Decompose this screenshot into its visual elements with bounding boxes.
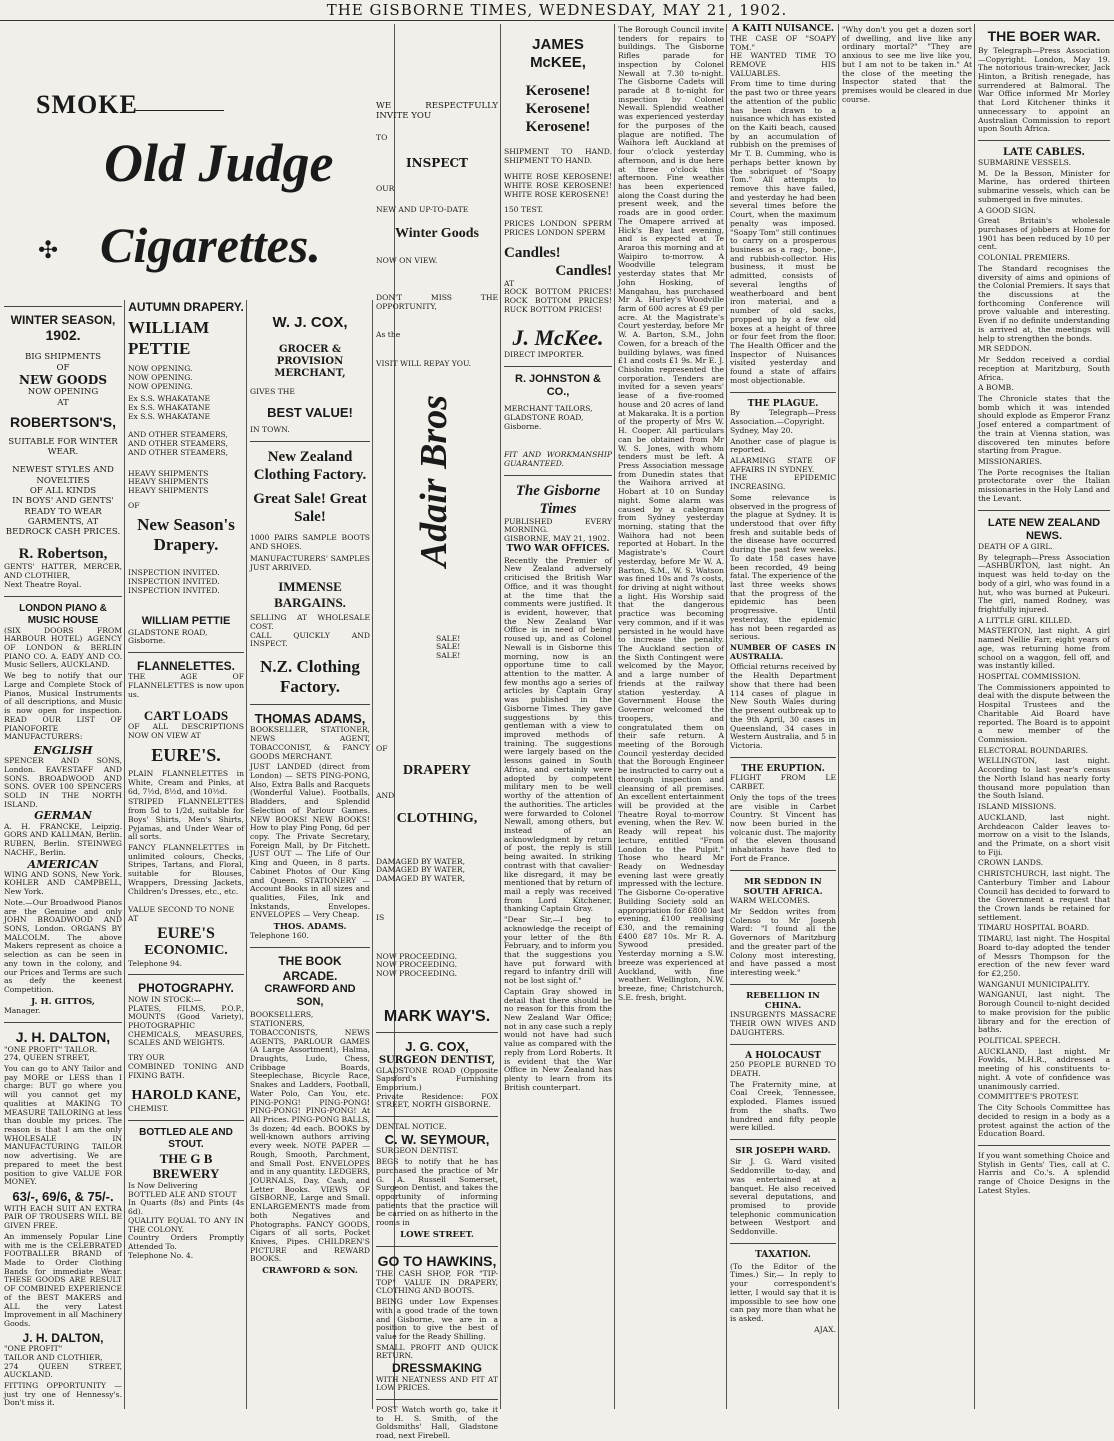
- piano-signature: J. H. GITTOS,: [31, 996, 95, 1007]
- pettie-addr: GLADSTONE ROAD,: [128, 627, 208, 637]
- crawford-head: THE BOOK ARCADE.: [278, 954, 342, 983]
- eure-line: THE AGE OF FLANNELETTES is now upon us.: [128, 672, 244, 699]
- pettie-line: NOW OPENING.: [128, 372, 193, 382]
- mckee-line: 150 TEST.: [504, 204, 544, 214]
- killed-head: A LITTLE GIRL KILLED.: [978, 615, 1072, 625]
- crawford-name: CRAWFORD AND SON,: [264, 982, 356, 1009]
- piano-title: LONDON PIANO & MUSIC HOUSE: [19, 602, 107, 626]
- ward-text: Sir J. G. Ward visited Seddonville to-day, and was entertained at a banquet. He also received several deputations, and promised to provide telephonic communication between Westport and Seddonville.: [730, 1157, 836, 1237]
- kerosene-3: Kerosene!: [525, 119, 591, 135]
- times-head: TWO WAR OFFICES.: [506, 543, 610, 554]
- plague-text: Another case of plague is reported.: [730, 436, 836, 455]
- dental-notice: DENTAL NOTICE.: [376, 1122, 447, 1132]
- adair-line: Winter Goods: [395, 226, 479, 242]
- column-9: [978, 24, 1110, 1409]
- photo-bottled: BOTTLED ALE AND STOUT.: [139, 1126, 233, 1150]
- robertsons-name: ROBERTSON'S,: [9, 413, 116, 430]
- eure-line: CART LOADS: [143, 707, 229, 723]
- boer-war-head: THE BOER WAR.: [987, 28, 1101, 44]
- goodsign-text: Great Britain's wholesale purchases of jobbers at Home for 1901 has been reduced by 10 per cent.: [978, 216, 1110, 252]
- winter-line: BIG SHIPMENTS: [24, 352, 102, 363]
- johnston-fit: FIT AND WORKMANSHIP GUARANTEED.: [504, 450, 612, 468]
- warm-head: WARM WELCOMES.: [730, 896, 810, 906]
- china-head: REBELLION IN CHINA.: [746, 990, 820, 1012]
- jgcox-name: J. G. COX,: [405, 1038, 469, 1054]
- adair-line: DON'T MISS THE OPPORTUNITY,: [376, 292, 498, 311]
- kerosene-1: Kerosene!: [525, 83, 591, 99]
- pettie-line: Ex S.S. WHAKATANE: [128, 411, 211, 421]
- adams-desc: BOOKSELLER, STATIONER, NEWS AGENT, TOBACCONIST, & FANCY GOODS MERCHANT.: [250, 725, 370, 761]
- winter-year: 1902.: [45, 327, 81, 344]
- column-5: [504, 24, 612, 1409]
- crown-head: CROWN LANDS.: [978, 858, 1044, 868]
- mckee-line: DIRECT IMPORTER.: [504, 350, 585, 360]
- masthead: [0, 0, 1114, 21]
- winter-line: SUITABLE FOR WINTER WEAR.: [8, 436, 118, 457]
- ward-head: SIR JOSEPH WARD.: [735, 1146, 831, 1157]
- kaiti-sub2: HE WANTED TIME TO REMOVE HIS VALUABLES.: [730, 51, 836, 78]
- goodsign-head: A GOOD SIGN.: [978, 205, 1036, 215]
- robertson-signature: R. Robertson,: [18, 546, 108, 563]
- photo-line: NOW IN STOCK:—: [128, 994, 202, 1004]
- photo-line: TRY OUR: [128, 1053, 165, 1063]
- kaiti-body: From time to time during the past two or three years the attention of the public has been drawn to a nuisance which has existed on the Kaiti beach, caused by an accumulation of rubbish on the premises of Mr T. B. Cumming, who is perhaps better known by the sobriquet of "Soapy Tom." All attempts to remove this have failed, and yesterday he had been several times before the Court, when the maximum penalty was imposed. "Soapy Tom" still continues to carry on a prosperous business as a rag-, bone-, and rubbish-collector. His business, it must be admitted, consists of several lengths of weatherboard and bent iron material, and a number of old sacks, propped up by a few old boxes at a height of three or four feet from the floor. The Health Officer and the Inspector of Nuisances visited yesterday and found a state of affairs most objectionable.: [730, 79, 836, 385]
- protest-text: The City Schools Committee has decided to resign in a body as a protest against the action of the Education Board.: [978, 1103, 1110, 1139]
- piano-note: Note.—Our Broadwood Pianos are the Genuine and only JOHN BROADWOOD AND SONS, London. ORGANS BY MALCOLM. The above Makers represent as choice a selection as can be seen in any town in the colony, and our Prices and Terms are such as defy the keenest Competition.: [4, 897, 122, 995]
- piano-heading: ENGLISH: [33, 743, 93, 757]
- holocaust-head: A HOLOCAUST: [745, 1050, 821, 1061]
- eure-line: ECONOMIC.: [144, 942, 228, 958]
- winter-line: OF: [56, 362, 70, 373]
- eure-line: PLAIN FLANNELETTES in White, Cream and Pinks, at 6d, 7½d, 8½d, and 10½d.: [128, 769, 244, 796]
- dalton-addr2: 274 QUEEN STREET, AUCKLAND.: [4, 1361, 122, 1380]
- flight-text: Only the tops of the trees are visible in Carbet Country. St Vincent has now been buried in the volcanic dust. The majority of the eleven thousand inhabitants have fled to Fort de France.: [730, 792, 836, 863]
- bomb-head: A BOMB.: [978, 383, 1014, 393]
- mckee-name: JAMES McKEE,: [530, 36, 586, 71]
- dalton-tag2: "ONE PROFIT": [4, 1344, 63, 1354]
- missionaries-head: MISSIONARIES.: [978, 456, 1043, 466]
- adair-line: INSPECT: [406, 156, 468, 171]
- seddon-text: Mr Seddon writes from Colenso to Mr Joseph Ward: "I found all the Governors of Maritzburg and the greater part of the Colony most interesting, and have passed a most interesting week.": [730, 906, 836, 978]
- killed-text: MASTERTON, last night. A girl named Nellie Farr, eight years of age, was returning home from school on a waggon, fell off, and was instantly killed.: [978, 626, 1110, 671]
- cables-head: LATE CABLES.: [1003, 146, 1085, 158]
- piano-heading: GERMAN: [34, 809, 92, 823]
- adams-tel: Telephone 160.: [250, 931, 309, 941]
- adair-line: OF: [376, 743, 388, 753]
- jgcox-priv: Private Residence: FOX STREET, NORTH GISBORNE.: [376, 1091, 498, 1110]
- pettie-line: OF: [128, 500, 140, 510]
- seddon-head: MR SEDDON.: [978, 344, 1032, 354]
- seymour-body: BEGS to notify that he has purchased the practice of Mr G. A. Russell Somerset, Surgeon Dentist, and takes the opportunity of informing patients that the practice will be carried on as hitherto in the rooms in: [376, 1157, 498, 1228]
- mckee-line: ROCK BOTTOM PRICES! ROCK BOTTOM PRICES! RUCK BOTTOM PRICES!: [504, 287, 612, 314]
- premiers-text: The Standard recognises the diversity of aims and opinions of the Colonial Premiers. It says that the discussions at the forthcoming Conference will prove valuable and interesting. Even if no definite understanding is arrived at, the meetings will help to strengthen the bonds.: [978, 263, 1110, 343]
- pettie-line: HEAVY SHIPMENTS: [128, 477, 209, 487]
- eure-name2: EURE'S: [157, 924, 215, 942]
- pettie-line: HEAVY SHIPMENTS: [128, 486, 209, 496]
- pettie-line: NOW OPENING.: [128, 364, 193, 374]
- photo-line: CHEMIST.: [128, 1104, 169, 1114]
- old-judge-ad: [4, 66, 396, 296]
- pettie-line: Ex S.S. WHAKATANE: [128, 394, 211, 404]
- jgcox-surgeon: SURGEON DENTIST,: [378, 1054, 496, 1066]
- column-6: [618, 24, 724, 1409]
- hawkins-body: BEING under Low Expenses with a good trade of the town and Gisborne, we are in a position to give the best of value for the Ready Shilling.: [376, 1297, 498, 1342]
- seymour-surgeon: SURGEON DENTIST.: [376, 1146, 459, 1156]
- pettie-line: Ex S.S. WHAKATANE: [128, 403, 211, 413]
- pettie-line: NOW OPENING.: [128, 381, 193, 391]
- eure-line: FANCY FLANNELETTES in unlimited colours, Checks, Stripes, Tartans, and Floral, suitable for Blouses, Wrappers, Dressing Jackets, Children's Dresses, etc., etc.: [128, 843, 244, 896]
- hawkins-head: GO TO HAWKINS,: [377, 1253, 497, 1270]
- number-text: Official returns received by the Health Department show that there had been 114 cases of plague in New South Wales during the present outbreak up to the 9th April, 30 cases in Queensland, 34 cases in Western Australia, and 5 in Victoria.: [730, 662, 836, 750]
- piano-manager: Manager.: [4, 1006, 41, 1016]
- dalton-tag3: TAILOR AND CLOTHIER,: [4, 1352, 103, 1362]
- crown-text: CHRISTCHURCH, last night. The Canterbury Timber and Labour Council has decided to forward to the Government a request that the Crown lands be retained for settlement.: [978, 869, 1110, 922]
- hawkins-dress: DRESSMAKING: [391, 1361, 482, 1376]
- cox-line: GIVES THE: [250, 387, 295, 396]
- piano-list: SPENCER AND SONS, London. EAVESTAFF AND SONS. BROADWOOD AND SONS. OVER 100 SPENCERS SOLD IN THE NORTH ISLAND.: [4, 756, 122, 809]
- harris-advert: If you want something Choice and Stylish in Gents' Ties, call at C. Harris and Co.'s. A splendid range of Choice Designs in the Latest Styles.: [978, 1150, 1110, 1195]
- kaiti-continued: "Why don't you get a dozen sort of dwelling, and live like any ordinary mortal?" "They are anxious to see me live like you, but I am not to be taken in." At the close of the meeting the Inspector stated that the premises would be cleared in due course.: [842, 25, 972, 104]
- winter-line: NEWEST STYLES AND NOVELTIES: [12, 465, 114, 486]
- pettie-line: INSPECTION INVITED.: [128, 577, 220, 587]
- photo-tel: Telephone No. 4.: [128, 1250, 194, 1260]
- late-nz-head: LATE NEW ZEALAND NEWS.: [987, 516, 1101, 542]
- cox-line: GROCER & PROVISION: [276, 344, 344, 367]
- photo-chemist: HAROLD KANE,: [131, 1088, 241, 1104]
- johnston-line: MERCHANT TAILORS,: [504, 404, 593, 414]
- adams-body: JUST LANDED (direct from London) — SETS PING-PONG, Also, Extra Balls and Racquets (Wonderful Value). Footballs, Bladders, and Splendid Selection of Parlour Games. NEW BOOKS! NEW BOOKS! How to play Ping Pong, 6d per copy. The Private Secretary, Foreign Mall, by Dr Fitchett. JUST OUT — The Life of Our King and Queen, in 8 parts. Cabinet Photos of Our King and Queen. STATIONERY — Account Books in all sizes and qualities, Files, Ink and Inkstands, Envelopes. ENVELOPES — Very Cheap.: [250, 762, 370, 920]
- epidemic-head: THE EPIDEMIC INCREASING.: [730, 473, 836, 492]
- bomb-text: The Chronicle states that the bomb which it was intended should explode as Emperor Franz Josef entered a compartment of the train at Vienna station, was discovered ten minutes before starting from Prague.: [978, 393, 1110, 456]
- dalton-foot: FITTING OPPORTUNITY — just try one of Hennessy's. Don't miss it.: [4, 1381, 122, 1408]
- candles-2: Candles!: [555, 262, 612, 279]
- eruption-head: THE ERUPTION.: [741, 763, 825, 774]
- nzcf-title: New Zealand Clothing Factory.: [253, 449, 367, 484]
- local-news: The Borough Council invite tenders for repairs to buildings. The Gisborne Rifles parade for inspection by Colonel Newall at 7.30 to-night. The Gisborne Cadets will parade at 8 to-night for inspection by Colonel Newall. Splendid weather was experienced yesterday for the purposes of the plague are notified. The Waihora left Auckland at four o'clock yesterday afternoon, and is due here at three o'clock this afternoon. Fine weather has been experienced along the Coast during the present week, and the roads are in good order. The Omapere arrived at Hick's Bay last evening, and is expected at Te Araroa this morning and at Waipiro to-morrow. A Woodville telegram yesterday states that Mr John Hosking, of Mangahau, has purchased Mr A. Hurley's Woodville farm of 600 acres at £9 per acre. At the Magistrate's Court yesterday, before Mr W. A. Barton, S.M., John Cowen, for a breach of the building bylaws, was fined £1 and costs £1 9s. Mr E. J. Chisholm represented the corporation. Tenders are invited for a seven years' lease of a five-roomed house and 20 acres of land at Makaraka. It is a portion of the property of Mrs W. H. Cooper. All particulars can be obtained from Mr W. S. Jones, with whom tenders must be left. A Press Association message from Dunedin states that the Waihora arrived at Hobart at 10 on Sunday night. Some alarm was caused by a cablegram from Sydney yesterday morning, stating that the Waihora had not been reported at Hobart. In the Magistrate's Court yesterday, before Mr W. A. Barton, S.M., W. S. Watson was fined 10s and 7s costs, for driving at night without a light. His Worship said that the dangerous practice was becoming very common, and if it was persisted in he would have to increase the penalty. The Auckland section of the Sixth Contingent were welcomed by the Mayor, and a large number of friends at the railway station yesterday. A Government House the Governor welcomed the troopers, and congratulated them on their safe return. A meeting of the Borough Council yesterday decided that the Borough Engineer be instructed to carry out a thorough inspection and cleansing of all premises. An excellent entertainment will be provided at the Theatre Royal to-morrow evening, when the Rev. W. Ready will repeat his lecture, entitled "From London to the Pulpit." Those who heard Mr Ready on Wednesday evening last were greatly impressed with the lecture. The Gisborne Co-operative Building Society sold an appropriation for £800 last evening, £100 realising £30, and the remaining £400 £87 10s. Mr R. A. Sywood presided. Yesterday morning a S.W. breeze was experienced at Auckland, with fine weather. Wellington, N.W. breeze, fine; Christchurch, S.E. fresh, bright.: [618, 25, 724, 1002]
- plague-by: By Telegraph—Press Association.—Copyright.: [730, 408, 836, 427]
- adair-line: OUR: [376, 183, 395, 193]
- crawford-desc: BOOKSELLERS, STATIONERS, TOBACCONISTS, NEWS AGENTS, PARLOUR GAMES (A Large Assortment), Halma, Draughts, Ludo, Chess, Cribbage Boards, Steeplechase, Bicycle Race, Snakes and Ladders, Football, Water Polo, Can You, etc. PING-PONG! PING-PONG! PING-PONG! PING-PONG! At All Prices. PING-PONG BALLS, 3s dozen; 4d each. BOOKS by well-known authors arriving every week. NOTE PAPER — Rough, Smooth, Parchment, and Small Post. ENVELOPES and in any quantity. LEDGERS, JOURNALS, Day, Cash, and Letter Books. VIEWS OF GISBORNE, Large and Small. ENLARGEMENTS made from both Negatives and Photographs. FANCY GOODS, Cigars of all sorts, Pocket Knives, Pipes. CHILDREN'S PICTURE and REWARD BOOKS.: [250, 1010, 370, 1264]
- dalton-name2: J. H. DALTON,: [22, 1330, 104, 1345]
- death-head: DEATH OF A GIRL.: [978, 541, 1053, 551]
- nzcf-line: 1000 PAIRS SAMPLE BOOTS AND SHOES.: [250, 533, 370, 551]
- island-text: AUCKLAND, last night. Archdeacon Calder leaves to-morrow on a visit to the Islands, and the Primate, on a short visit to Fiji.: [978, 812, 1110, 857]
- protest-head: COMMITTEE'S PROTEST.: [978, 1092, 1079, 1102]
- hawkins-foot: POST Watch worth go, take it to H. S. Smith, of the Goldsmiths' Hall, Gladstone road, next Firebell.: [376, 1405, 498, 1441]
- adair-line: NOW PROCEEDING.: [376, 951, 457, 961]
- column-7: [730, 24, 836, 1409]
- winter-season-title: WINTER SEASON,: [10, 313, 116, 327]
- column-8: [842, 24, 972, 1409]
- dalton-price: 63/-, 69/6, & 75/-.: [12, 1189, 114, 1205]
- dalton-name: J. H. DALTON,: [15, 1028, 111, 1045]
- nzcf-title2: N.Z. Clothing Factory.: [260, 656, 360, 697]
- death-text: By telegraph—Press Association—ASHBURTON, last night. An inquest was held to-day on the body of a girl, who was found in a hut, who was burned at Pukeuri. The girl, named Rodney, was frightfully injured.: [978, 552, 1110, 614]
- pettie-line: HEAVY SHIPMENTS: [128, 468, 209, 478]
- pettie-line: AND OTHER STEAMERS,: [128, 447, 228, 457]
- photo-line: PLATES, FILMS, P.O.P., MOUNTS (Good Variety), PHOTOGRAPHIC CHEMICALS, MEASURES, SCALES AND WEIGHTS.: [128, 1003, 244, 1048]
- jgcox-addr: GLADSTONE ROAD (Opposite Sapsford's Furnishing Emporium.): [376, 1065, 498, 1092]
- epidemic-text: Some relevance is observed in the progress of the plague at Sydney. It is understood that over fifty fresh and suitable beds of the disease have occurred during the past few weeks. To date 158 cases have been recorded, 49 being fatal. The experience of the last three weeks shows that the progress of the epidemic has been progressive. Until yesterday, the epidemic has not been regarded as serious.: [730, 492, 837, 642]
- adair-sale: SALE! SALE! SALE!: [436, 633, 461, 661]
- nzcf-line: SELLING AT WHOLESALE COST.: [250, 613, 370, 631]
- missionaries-text: The Porte recognises the Italian protectorate over the Italian missionaries in the Holy Land and the Levant.: [978, 467, 1110, 503]
- photo-line: Country Orders Promptly Attended To.: [128, 1233, 244, 1252]
- cox-line: MERCHANT,: [274, 368, 346, 379]
- adair-line: NOW ON VIEW.: [376, 256, 438, 266]
- adair-clothing: CLOTHING,: [396, 810, 478, 826]
- dalton-free: WITH EACH SUIT AN EXTRA PAIR OF TROUSERS WILL BE GIVEN FREE.: [4, 1203, 122, 1231]
- column-1: [4, 300, 122, 1408]
- times-title: The Gisborne Times: [515, 482, 601, 517]
- column-2: [128, 300, 244, 1405]
- island-head: ISLAND MISSIONS.: [978, 802, 1057, 812]
- electoral-text: WELLINGTON, last night. According to last year's census the North Island has nearly forty thousand more population than the South Island.: [978, 756, 1110, 801]
- photo-line: BOTTLED ALE AND STOUT: [128, 1189, 237, 1199]
- timaru-text: TIMARU, last night. The Hospital Board to-day adopted the tender of Messrs Thompson for the erection of the new fever ward for £2,250.: [978, 934, 1110, 979]
- pettie-town: Gisborne.: [128, 636, 166, 646]
- times-date: GISBORNE, MAY 21, 1902.: [504, 534, 610, 544]
- number-head: NUMBER OF CASES IN AUSTRALIA.: [730, 643, 836, 661]
- winter-line: BEDROCK CASH PRICES.: [5, 527, 121, 538]
- mckee-line: AT: [504, 278, 515, 288]
- boer-war-text: By Telegraph—Press Association—Copyright. London, May 19. The notorious train-wrecker, Jack Hinton, a British renegade, has surrendered at Balmoral. The War Office informed Mr Morley that Lord Kitchener thinks it unnecessary to appoint an Australian Commission to report upon South Africa.: [978, 45, 1110, 134]
- winter-line: GENTS' HATTER, MERCER, AND CLOTHIER,: [4, 562, 122, 581]
- pettie-name: WILLIAM PETTIE: [128, 318, 210, 358]
- times-pub: PUBLISHED EVERY MORNING.: [504, 516, 612, 535]
- holocaust-text: The Fraternity mine, at Coal Creek, Tennessee, exploded. Flames issued from the shafts. Two hundred and fifty people were killed.: [730, 1079, 836, 1133]
- pettie-season: New Season's Drapery.: [137, 514, 235, 554]
- adams-sig: THOS. ADAMS.: [273, 922, 347, 933]
- eure-line: OF ALL DESCRIPTIONS NOW ON VIEW AT: [128, 722, 244, 740]
- pettie-line: INSPECTION INVITED.: [128, 585, 220, 595]
- alarm-head: ALARMING STATE OF AFFAIRS IN SYDNEY.: [730, 455, 836, 474]
- hawkins-small: SMALL PROFIT AND QUICK RETURN.: [376, 1342, 498, 1361]
- electoral-head: ELECTORAL BOUNDARIES.: [978, 745, 1089, 755]
- adair-line: AND: [376, 791, 395, 801]
- eure-line: STRIPED FLANNELETTES from 5d to 1/2d, suitable for Boys' Shirts, Men's Shirts, Pyjamas, and Under Wear of all sorts.: [128, 797, 244, 842]
- kaiti-sub: THE CASE OF "SOAPY TOM.": [730, 33, 836, 52]
- hospital-text: The Commissioners appointed to deal with the dispute between the Hospital Trustees and the Charitable Aid Board have reported. The Board is to appoint a new member of the Commission.: [978, 682, 1110, 745]
- hospital-head: HOSPITAL COMMISSION.: [978, 672, 1081, 682]
- insurgents-head: INSURGENTS MASSACRE THEIR OWN WIVES AND DAUGHTERS.: [730, 1010, 836, 1037]
- eure-line: AT: [128, 914, 139, 924]
- pettie-line: AND OTHER STEAMERS,: [128, 439, 228, 449]
- mckee-line: WHITE ROSE KEROSENE! WHITE ROSE KEROSENE! WHITE ROSE KEROSENE!: [504, 172, 612, 199]
- dalton-addr: 274, QUEEN STREET,: [4, 1053, 90, 1063]
- eure-head: FLANNELETTES.: [137, 659, 235, 674]
- mckee-line: SHIPMENT TO HAND. SHIPMENT TO HAND.: [504, 147, 612, 165]
- adair-line: IS: [376, 912, 385, 922]
- photo-line: COMBINED TONING AND FIXING BATH.: [128, 1061, 244, 1080]
- mckee-line: PRICES LONDON SPERM PRICES LONDON SPERM: [504, 219, 612, 238]
- old-judge-title: Old Judge: [104, 133, 334, 193]
- cox-name: W. J. COX,: [272, 314, 348, 331]
- winter-line: READY TO WEAR GARMENTS, AT: [24, 506, 102, 527]
- piano-body: We beg to notify that our Large and Complete Stock of Pianos, Musical Instruments of all descriptions, and Music is now open for inspection. READ OUR LIST OF PIANOFORTE MANUFACTURERS:: [4, 671, 122, 742]
- dalton-body2: An immensely Popular Line with me is the CELEBRATED FOOTBALLER BRAND of Made to Order Clothing Bands for immediate Wear. THESE GOODS ARE RESULT OF COMBINED EXPERIENCE of the BEST MAKERS and ALL the very Latest Improvement in all Machinery Goods.: [4, 1231, 122, 1329]
- timaru-head: TIMARU HOSPITAL BOARD.: [978, 923, 1089, 933]
- taxation-sig: AJAX.: [814, 1324, 836, 1334]
- adams-name: THOMAS ADAMS,: [254, 710, 366, 726]
- burned-head: 250 PEOPLE BURNED TO DEATH.: [730, 1060, 836, 1079]
- dalton-tag: "ONE PROFIT" TAILOR.: [4, 1044, 98, 1054]
- column-3: [250, 300, 370, 1405]
- pettie-line: INSPECTION INVITED.: [128, 568, 220, 578]
- winter-line: OF ALL KINDS: [29, 485, 97, 496]
- johnston-name: R. JOHNSTON & CO.,: [515, 372, 601, 398]
- column-4: [376, 24, 498, 1441]
- candles-1: Candles!: [504, 244, 561, 261]
- times-body: Recently the Premier of New Zealand adversely criticised the British War Office, and it was thought at the time that the comments were justified. It is evident, however, that the New Zealand War Office is in need of being roused up, and as Colonel Newall is in Gisborne this morning, now is an opportune time to call attention to the matter. A few months ago a series of articles by Captain Gray was published in the Gisborne Times. They gave suggestions by this gentleman with a view to improved methods of training. The suggestions were largely based on the lessons gained in South Africa, and certainly were adopted by competent military men to be well worthy of the attention of the authorities. The articles were forwarded to Colonel Newall, among others, but instead of an acknowledgment by return of post, the reply is still being awaited. In striking contrast with that cavalier-like disregard, it may be mentioned that by return of mail a reply was received from Lord Kitchener, thanking Captain Gray.: [504, 555, 612, 914]
- taxation-text: (To the Editor of the Times.) Sir,— In reply to your correspondent's letter, I would say that it is impossible to see how one can pay more than what he is asked.: [730, 1261, 836, 1323]
- ornament-icon: ✣: [38, 236, 59, 264]
- adair-line: WE RESPECTFULLY INVITE YOU: [376, 101, 498, 121]
- nzcf-sale: Great Sale! Great Sale!: [253, 491, 367, 526]
- submarine-text: M. De la Besson, Minister for Marine, has ordered thirteen submarine vessels, which can be submerged in five minutes.: [978, 168, 1110, 204]
- hawkins-neat: WITH NEATNESS AND FIT AT LOW PRICES.: [376, 1374, 498, 1393]
- smoke-rule: [134, 110, 224, 111]
- adair-line: DAMAGED BY WATER,: [376, 856, 466, 866]
- eure-tel: Telephone 94.: [128, 958, 183, 968]
- hawkins-sub: THE CASH SHOP, FOR "TIP-TOP" VALUE IN DRAPERY, CLOTHING AND BOOTS.: [376, 1269, 498, 1296]
- premiers-head: COLONIAL PREMIERS.: [978, 253, 1070, 263]
- mckee-signature: J. McKee.: [512, 324, 604, 350]
- seddon-sa-head: MR SEDDON IN SOUTH AFRICA.: [743, 876, 823, 897]
- adair-bros-vertical: Adair Bros: [413, 394, 455, 567]
- pettie-line: AND OTHER STEAMERS,: [128, 430, 228, 440]
- nzcf-line: CALL QUICKLY AND INSPECT.: [250, 630, 370, 649]
- flight-head: FLIGHT FROM LE CARBET.: [730, 773, 836, 792]
- piano-list: A. H. FRANCKE, Leipzig. GORS AND KALLMAN, Berlin. RUBEN, Berlin. STEINWEG NACHF., Berlin.: [4, 821, 122, 857]
- adair-line: As the: [376, 330, 401, 340]
- johnston-line: Gisborne.: [504, 421, 542, 431]
- plague-place: Sydney, May 20.: [730, 425, 793, 435]
- wanganui-text: WANGANUI, last night. The Borough Council to-night decided to make provision for the public library and for the erection of baths.: [978, 990, 1110, 1035]
- eure-line: VALUE SECOND TO NONE: [128, 905, 235, 915]
- mark-ways: MARK WAY'S.: [383, 1007, 491, 1025]
- times-body2: Captain Gray showed in detail that there should be no reason for this from the New Zealand War Office; not in any case such a reply would not have had such value as compared with the reply from Lord Roberts. It is evident that the War Office in New Zealand has plenty to learn from its British counterpart.: [504, 986, 612, 1092]
- nzcf-line: MANUFACTURERS' SAMPLES JUST ARRIVED.: [250, 554, 370, 573]
- piano-sub: (SIX DOORS FROM HARBOUR HOTEL) AGENCY OF LONDON & BERLIN PIANO CO. A. EADY AND CO. Music Sellers, AUCKLAND.: [4, 625, 122, 670]
- pettie-name2: WILLIAM PETTIE: [141, 615, 231, 628]
- wanganui-head: WANGANUI MUNICIPALITY.: [978, 979, 1090, 989]
- plague-head: THE PLAGUE.: [747, 398, 819, 409]
- adair-line: TO: [376, 132, 388, 142]
- winter-line: NEW GOODS: [19, 372, 107, 387]
- photo-line: Is Now Delivering: [128, 1181, 198, 1191]
- seddon-text2: Mr Seddon received a cordial reception at Maritzburg, South Africa.: [978, 355, 1110, 382]
- adair-line: NOW PROCEEDING.: [376, 969, 457, 979]
- winter-line: AT: [57, 397, 69, 408]
- smoke-label: SMOKE: [36, 90, 138, 119]
- adair-drapery: DRAPERY: [403, 763, 471, 779]
- adair-line: VISIT WILL REPAY YOU.: [376, 358, 472, 368]
- johnston-line: GLADSTONE ROAD,: [504, 412, 584, 422]
- times-letter: "Dear Sir,—I beg to acknowledge the receipt of your letter of the 8th February, and to inform you that the suggestions you have put forward with regard to infantry drill will not be lost sight of.": [504, 915, 612, 986]
- seymour-street: LOWE STREET.: [400, 1229, 474, 1240]
- adair-line: NEW AND UP-TO-DATE: [376, 204, 469, 214]
- seymour-name: C. W. SEYMOUR,: [384, 1131, 490, 1147]
- winter-line: NOW OPENING: [27, 387, 99, 398]
- crawford-sig: CRAWFORD & SON.: [262, 1266, 358, 1277]
- eure-name: EURE'S.: [151, 744, 221, 765]
- masthead-title: THE GISBORNE TIMES, WEDNESDAY, MAY 21, 1902.: [326, 1, 788, 19]
- piano-heading: AMERICAN: [27, 857, 99, 871]
- kaiti-head: A KAITI NUISANCE.: [732, 24, 834, 34]
- photo-line: In Quarts (8s) and Pints (4s 6d).: [128, 1198, 244, 1217]
- adair-line: NOW PROCEEDING.: [376, 960, 457, 970]
- taxation-head: TAXATION.: [755, 1249, 811, 1260]
- political-text: AUCKLAND, last night. Mr Fowlds, M.H.R., addressed a meeting of his constituents to-night. A vote of confidence was unanimously carried.: [978, 1046, 1110, 1091]
- cigarettes-title: Cigarettes.: [100, 217, 321, 273]
- piano-list: WING AND SONS, New York. KOHLER AND CAMPBELL, New York.: [4, 869, 122, 897]
- nzcf-line: IMMENSE BARGAINS.: [274, 578, 346, 610]
- dalton-body: You can go to ANY Tailor and pay MORE or LESS than I charge: BUT go where you will you cannot get my qualities at MAKING TO MEASURE TAILORING at less than double my prices. The reason is that I am the only WHOLESALE IN MANUFACTURING TAILOR now advertising. We are prepared to meet the best position to give VALUE FOR MONEY.: [4, 1064, 122, 1187]
- adair-line: DAMAGED BY WATER,: [376, 874, 466, 884]
- photo-brewery: THE G B BREWERY: [152, 1150, 220, 1182]
- photo-line: QUALITY EQUAL TO ANY IN THE COLONY.: [128, 1215, 244, 1234]
- kerosene-2: Kerosene!: [525, 101, 591, 117]
- photo-head: PHOTOGRAPHY.: [138, 981, 234, 996]
- submarine-head: SUBMARINE VESSELS.: [978, 157, 1071, 167]
- adair-line: DAMAGED BY WATER,: [376, 865, 466, 875]
- pettie-head: AUTUMN DRAPERY.: [128, 300, 244, 314]
- winter-line: IN BOYS' AND GENTS': [12, 496, 114, 507]
- political-head: POLITICAL SPEECH.: [978, 1036, 1061, 1046]
- cox-line: IN TOWN.: [250, 425, 290, 435]
- cox-best: BEST VALUE!: [267, 404, 353, 420]
- winter-line: Next Theatre Royal.: [4, 579, 82, 589]
